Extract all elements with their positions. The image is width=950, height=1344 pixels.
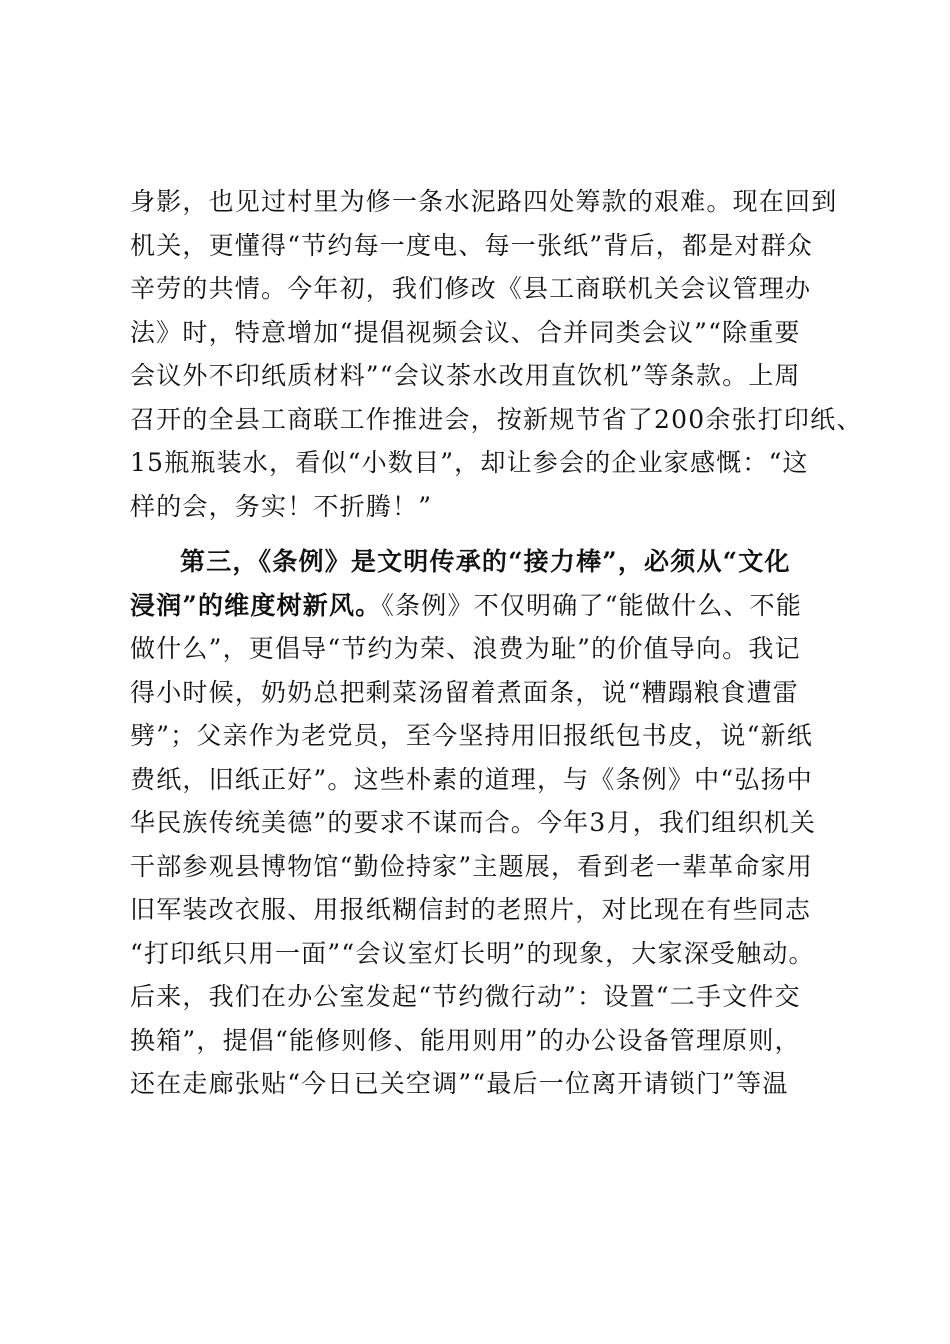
document-body	[130, 180, 863, 1106]
section-heading-continuation	[130, 584, 830, 628]
paragraph-line: 法》时，特意增加“提倡视频会议、合并同类会议”“除重要	[130, 317, 801, 347]
paragraph-line: 华民族传统美德”的要求不谋而合。今年3月，我们组织机关	[130, 808, 817, 837]
section-heading-tail: 浸润”的维度树新风。	[130, 590, 382, 620]
paragraph-line: 劈”；父亲作为老党员，至今坚持用旧报纸包书皮，说“新纸	[130, 721, 813, 750]
paragraph-line: 旧军装改衣服、用报纸糊信封的老照片，对比现在有些同志	[130, 895, 812, 924]
paragraph-line: “打印纸只用一面”“会议室灯长明”的现象，大家深受触动。	[130, 938, 815, 968]
paragraph-line: 做什么”，更倡导“节约为荣、浪费为耻”的价值导向。我记	[130, 634, 801, 663]
paragraph-line: 会议外不印纸质材料”“会议茶水改用直饮机”等条款。上周	[130, 361, 801, 390]
paragraph-line: 机关，更懂得“节约每一度电、每一张纸”背后，都是对群众	[130, 230, 813, 260]
paragraph-line: 身影，也见过村里为修一条水泥路四处筹款的艰难。现在回到	[130, 187, 838, 216]
paragraph-text: 《条例》不仅明确了“能做什么、不能	[381, 590, 803, 620]
paragraph-line: 召开的全县工商联工作推进会，按新规节省了200余张打印纸、	[130, 404, 863, 434]
paragraph-line: 换箱”，提倡“能修则修、能用则用”的办公设备管理原则，	[130, 1025, 801, 1055]
paragraph-line: 得小时候，奶奶总把剩菜汤留着煮面条，说“糟蹋粮食遭雷	[130, 677, 799, 707]
paragraph-line: 后来，我们在办公室发起“节约微行动”：设置“二手文件交	[130, 982, 801, 1011]
paragraph-line: 样的会，务实！不折腾！”	[130, 491, 433, 521]
paragraph-line: 还在走廊张贴“今日已关空调”“最后一位离开请锁门”等温	[130, 1069, 789, 1098]
section-heading-line: 第三，《条例》是文明传承的“接力棒”，必须从“文化	[180, 547, 791, 576]
paragraph-line: 费纸，旧纸正好”。这些朴素的道理，与《条例》中“弘扬中	[130, 764, 813, 794]
paragraph-line: 辛劳的共情。今年初，我们修改《县工商联机关会议管理办	[130, 274, 812, 303]
paragraph-line: 15瓶瓶装水，看似“小数目”，却让参会的企业家感慨：“这	[130, 448, 809, 477]
paragraph-line: 干部参观县博物馆“勤俭持家”主题展，看到老一辈革命家用	[130, 851, 813, 881]
